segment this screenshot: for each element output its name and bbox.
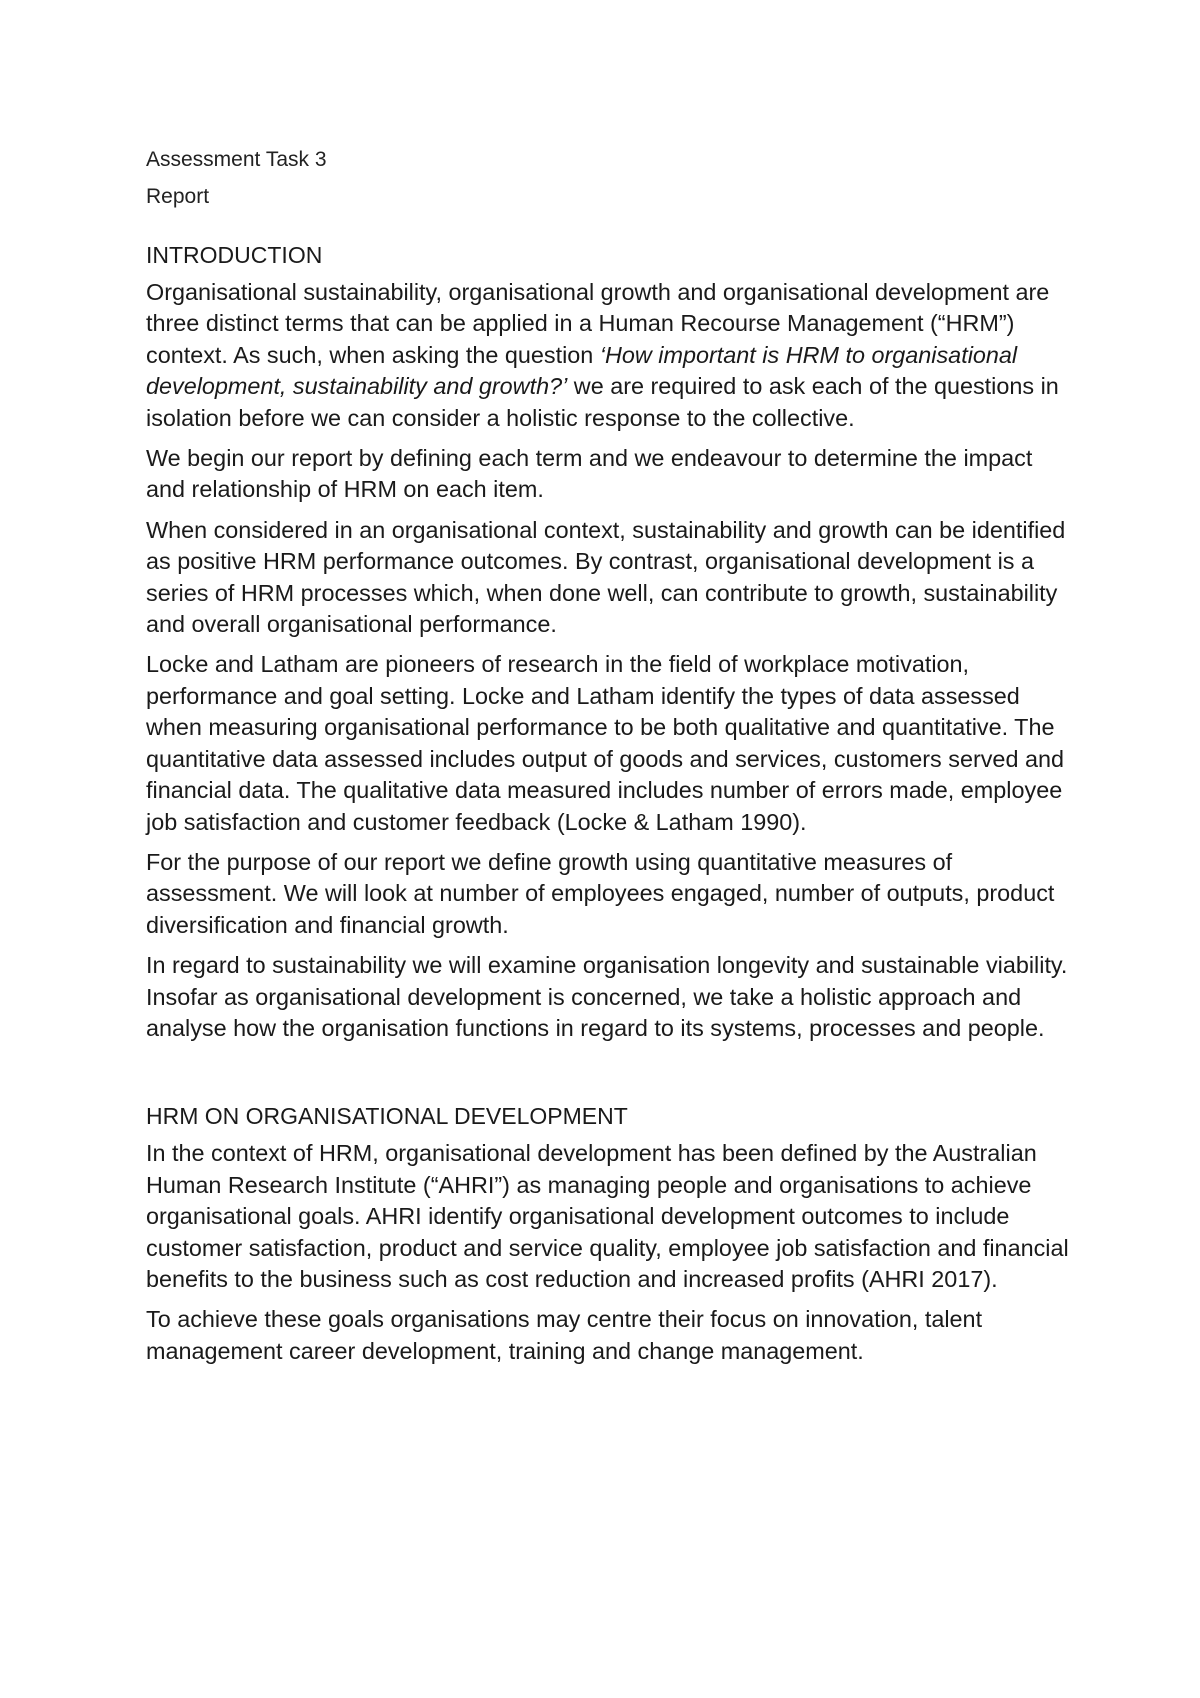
section-heading-organisational-development: HRM ON ORGANISATIONAL DEVELOPMENT: [146, 1103, 628, 1130]
intro-paragraph-5: For the purpose of our report we define growth using quantitative measures of assessment. We will look at number of employees engaged, number of outputs, product diversification and financial growth.: [146, 848, 1055, 938]
intro-paragraph-2: We begin our report by defining each term and we endeavour to determine the impact and relationship of HRM on each item.: [146, 445, 1033, 503]
intro-paragraph-3: When considered in an organisational context, sustainability and growth can be identified as positive HRM performance outcomes. By contrast, organisational development is a series of HRM processes which, when done well, can contribute to growth, sustainability and overall organisational performance.: [146, 516, 1066, 638]
document-title: Assessment Task 3: [146, 148, 327, 171]
intro-paragraph-6: In regard to sustainability we will examine organisation longevity and sustainable viability. Insofar as organisational development is concerned, we take a holistic approach and analyse how the organisation functions in regard to its systems, processes and people.: [146, 952, 1068, 1041]
od-paragraph-2: To achieve these goals organisations may centre their focus on innovation, talent management career development, training and change management.: [146, 1306, 983, 1364]
intro-paragraph-1-continued: we are required to ask each of the questions in isolation before we can consider a holistic response to the collective.: [146, 373, 1059, 431]
document-body: [146, 141, 1076, 1367]
intro-paragraph-1: [146, 277, 1076, 434]
intro-paragraph-4: Locke and Latham are pioneers of research in the field of workplace motivation, performance and goal setting. Locke and Latham identify the types of data assessed when measuring organisational performance to be both qualitative and quantitative. The quantitative data assessed includes output of goods and services, customers served and financial data. The qualitative data measured includes number of errors made, employee job satisfaction and customer feedback (Locke & Latham 1990).: [146, 651, 1064, 835]
document-subtitle: Report: [146, 185, 210, 208]
intro-paragraph-1-text: Organisational sustainability, organisational growth and organisational development are three distinct terms that can be applied in a Human Recourse Management (“HRM”) context. As such, when asking the question: [146, 279, 1050, 368]
od-paragraph-1: In the context of HRM, organisational development has been defined by the Australian Human Research Institute (“AHRI”) as managing people and organisations to achieve organisational goals. AHRI identify organisational development outcomes to include customer satisfaction, product and service quality, employee job satisfaction and financial benefits to the business such as cost reduction and increased profits (AHRI 2017).: [146, 1140, 1069, 1292]
section-heading-introduction: INTRODUCTION: [146, 242, 323, 268]
research-question: ‘How important is HRM to organisational development, sustainability and growth?’: [146, 341, 1018, 400]
